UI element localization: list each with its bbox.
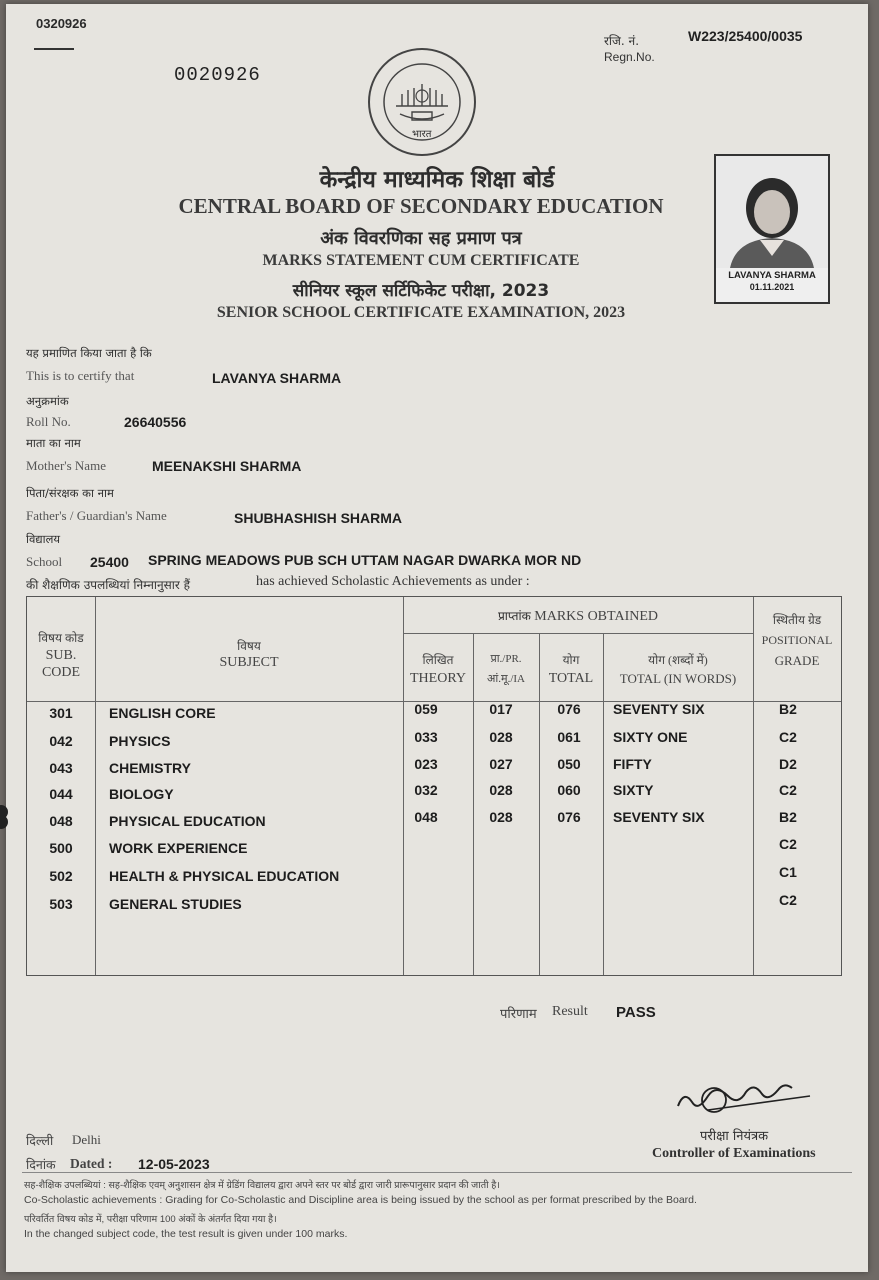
header-practical-hi: प्रा./PR. (490, 653, 522, 665)
regn-label-en: Regn.No. (604, 50, 655, 64)
controller-hi: परीक्षा नियंत्रक (700, 1129, 769, 1144)
doc-title-hi: अंक विवरणिका सह प्रमाण पत्र (320, 228, 522, 249)
cell-grade: B2 (779, 809, 797, 825)
certify-label-hi: यह प्रमाणित किया जाता है कि (26, 346, 152, 360)
controller-en: Controller of Examinations (652, 1146, 816, 1161)
cell-total: 076 (557, 701, 581, 717)
header-marks-hi: प्राप्तांक (497, 609, 531, 623)
header-grade-en: POSITIONAL (761, 633, 833, 647)
cell-code: 502 (49, 868, 73, 884)
cell-grade: C1 (779, 864, 797, 880)
header-marks-en: MARKS OBTAINED (534, 609, 658, 624)
header-words-en: TOTAL (IN WORDS) (619, 671, 737, 686)
cell-theory: 048 (414, 809, 438, 825)
header-words-hi: योग (शब्दों में) (648, 653, 708, 667)
school-code: 25400 (90, 554, 129, 570)
roll-label-hi: अनुक्रमांक (26, 394, 69, 408)
student-photo-icon (716, 156, 828, 268)
cell-theory: 059 (414, 701, 438, 717)
cell-code: 503 (49, 896, 73, 912)
cell-subject: WORK EXPERIENCE (109, 840, 248, 856)
row-divider (403, 633, 753, 634)
exam-name-hi: सीनियर स्कूल सर्टिफिकेट परीक्षा, 2023 (292, 281, 550, 301)
certify-label-en: This is to certify that (26, 368, 135, 383)
roll-number: 26640556 (124, 414, 187, 430)
cell-subject: CHEMISTRY (109, 760, 191, 776)
header-marks (403, 607, 753, 625)
cell-theory: 032 (414, 782, 438, 798)
exam-name-en: SENIOR SCHOOL CERTIFICATE EXAMINATION, 2023 (216, 304, 626, 321)
cell-code: 042 (49, 733, 73, 749)
cell-practical: 028 (489, 729, 513, 745)
achievement-en: has achieved Scholastic Achievements as under : (256, 574, 530, 589)
cell-words: SIXTY ONE (613, 729, 688, 745)
cell-grade: B2 (779, 701, 797, 717)
cell-subject: PHYSICAL EDUCATION (109, 813, 266, 829)
roll-label-en: Roll No. (26, 414, 71, 429)
header-subject-en: SUBJECT (219, 655, 279, 670)
footnote-2-hi: परिवर्तित विषय कोड में, परीक्षा परिणाम 100 अंकों के अंतर्गत दिया गया है। (24, 1214, 277, 1225)
student-photo (714, 154, 830, 304)
cell-words: SIXTY (613, 782, 654, 798)
header-total-en: TOTAL (548, 671, 594, 686)
cell-grade: C2 (779, 729, 797, 745)
dated-label-en: Dated : (70, 1156, 113, 1171)
photo-caption-name: LAVANYA SHARMA (728, 270, 816, 281)
header-subcode-en: SUB. CODE (41, 648, 81, 680)
cell-subject: HEALTH & PHYSICAL EDUCATION (109, 868, 340, 884)
result-label-hi: परिणाम (500, 1007, 537, 1022)
serial-underline (34, 48, 74, 50)
father-name: SHUBHASHISH SHARMA (234, 510, 403, 526)
cell-code: 048 (49, 813, 73, 829)
board-name-hi: केन्द्रीय माध्यमिक शिक्षा बोर्ड (319, 167, 555, 193)
father-label-en: Father's / Guardian's Name (26, 508, 167, 523)
student-name: LAVANYA SHARMA (212, 370, 342, 386)
board-name-en: CENTRAL BOARD OF SECONDARY EDUCATION (178, 194, 664, 218)
doc-title-en: MARKS STATEMENT CUM CERTIFICATE (262, 252, 580, 269)
header-grade-hi: स्थितीय ग्रेड (772, 613, 822, 627)
cell-code: 500 (49, 840, 73, 856)
top-serial: 0320926 (36, 16, 87, 31)
result-value: PASS (616, 1004, 656, 1021)
controller-signature (668, 1066, 818, 1126)
cell-subject: ENGLISH CORE (109, 705, 216, 721)
cell-code: 043 (49, 760, 73, 776)
emblem-text: भारत (412, 129, 432, 140)
header-total-hi: योग (562, 653, 580, 667)
mother-label-hi: माता का नाम (26, 436, 81, 450)
regn-label-hi: रजि. नं. (604, 34, 640, 48)
cell-practical: 028 (489, 782, 513, 798)
photo-caption-date: 01.11.2021 (749, 282, 795, 292)
school-label-hi: विद्यालय (26, 532, 61, 546)
cell-code: 044 (49, 786, 73, 802)
cell-total: 061 (557, 729, 581, 745)
footnote-1-en: Co-Scholastic achievements : Grading for Co-Scholastic and Discipline area is being issued by the school as per format prescribed by the Board. (24, 1194, 697, 1206)
serial-number: 0020926 (174, 64, 261, 86)
cell-grade: C2 (779, 782, 797, 798)
cell-code: 301 (49, 705, 73, 721)
cbse-emblem-icon (366, 46, 478, 158)
result-label-en: Result (552, 1004, 588, 1019)
header-grade-en2: GRADE (774, 653, 820, 668)
header-practical-ia: आं.मू./IA (487, 673, 525, 685)
school-label-en: School (26, 554, 63, 569)
cell-total: 060 (557, 782, 581, 798)
achievement-hi: की शैक्षणिक उपलब्धियां निम्नानुसार हैं (26, 578, 190, 592)
footnote-2-en: In the changed subject code, the test result is given under 100 marks. (24, 1228, 348, 1240)
school-name: SPRING MEADOWS PUB SCH UTTAM NAGAR DWARKA MOR ND (148, 552, 582, 568)
cell-subject: GENERAL STUDIES (109, 896, 242, 912)
dated-label-hi: दिनांक (26, 1157, 56, 1172)
cell-subject: PHYSICS (109, 733, 171, 749)
header-theory-hi: लिखित (422, 653, 454, 667)
marks-statement-sheet (6, 4, 868, 1272)
cell-words: SEVENTY SIX (613, 809, 705, 825)
cell-grade: D2 (779, 756, 797, 772)
cell-theory: 023 (414, 756, 438, 772)
footnote-rule (22, 1172, 852, 1173)
cell-total: 076 (557, 809, 581, 825)
cell-subject: BIOLOGY (109, 786, 174, 802)
place-hi: दिल्ली (26, 1133, 54, 1148)
cell-words: FIFTY (613, 756, 652, 772)
cell-practical: 017 (489, 701, 513, 717)
cell-words: SEVENTY SIX (613, 701, 705, 717)
father-label-hi: पिता/संरक्षक का नाम (26, 486, 114, 500)
regn-number: W223/25400/0035 (688, 28, 803, 44)
mother-name: MEENAKSHI SHARMA (152, 458, 302, 474)
cell-theory: 033 (414, 729, 438, 745)
cell-total: 050 (557, 756, 581, 772)
cell-practical: 027 (489, 756, 513, 772)
cell-grade: C2 (779, 892, 797, 908)
header-subject-hi: विषय (237, 639, 261, 653)
place-en: Delhi (72, 1132, 101, 1147)
header-theory-en: THEORY (410, 671, 466, 686)
mother-label-en: Mother's Name (26, 458, 106, 473)
cell-practical: 028 (489, 809, 513, 825)
cell-grade: C2 (779, 836, 797, 852)
header-subcode-hi: विषय कोड (38, 631, 84, 645)
dated-value: 12-05-2023 (138, 1156, 210, 1172)
footnote-1-hi: सह-शैक्षिक उपलब्धियां : सह-शैक्षिक एवम् अनुशासन क्षेत्र में ग्रेडिंग विद्यालय द्वारा अपने स्तर पर बोर्ड द्वारा जारी प्रारूपानुसार प्रदान की जाती है। (24, 1180, 500, 1191)
marks-table (26, 596, 842, 976)
